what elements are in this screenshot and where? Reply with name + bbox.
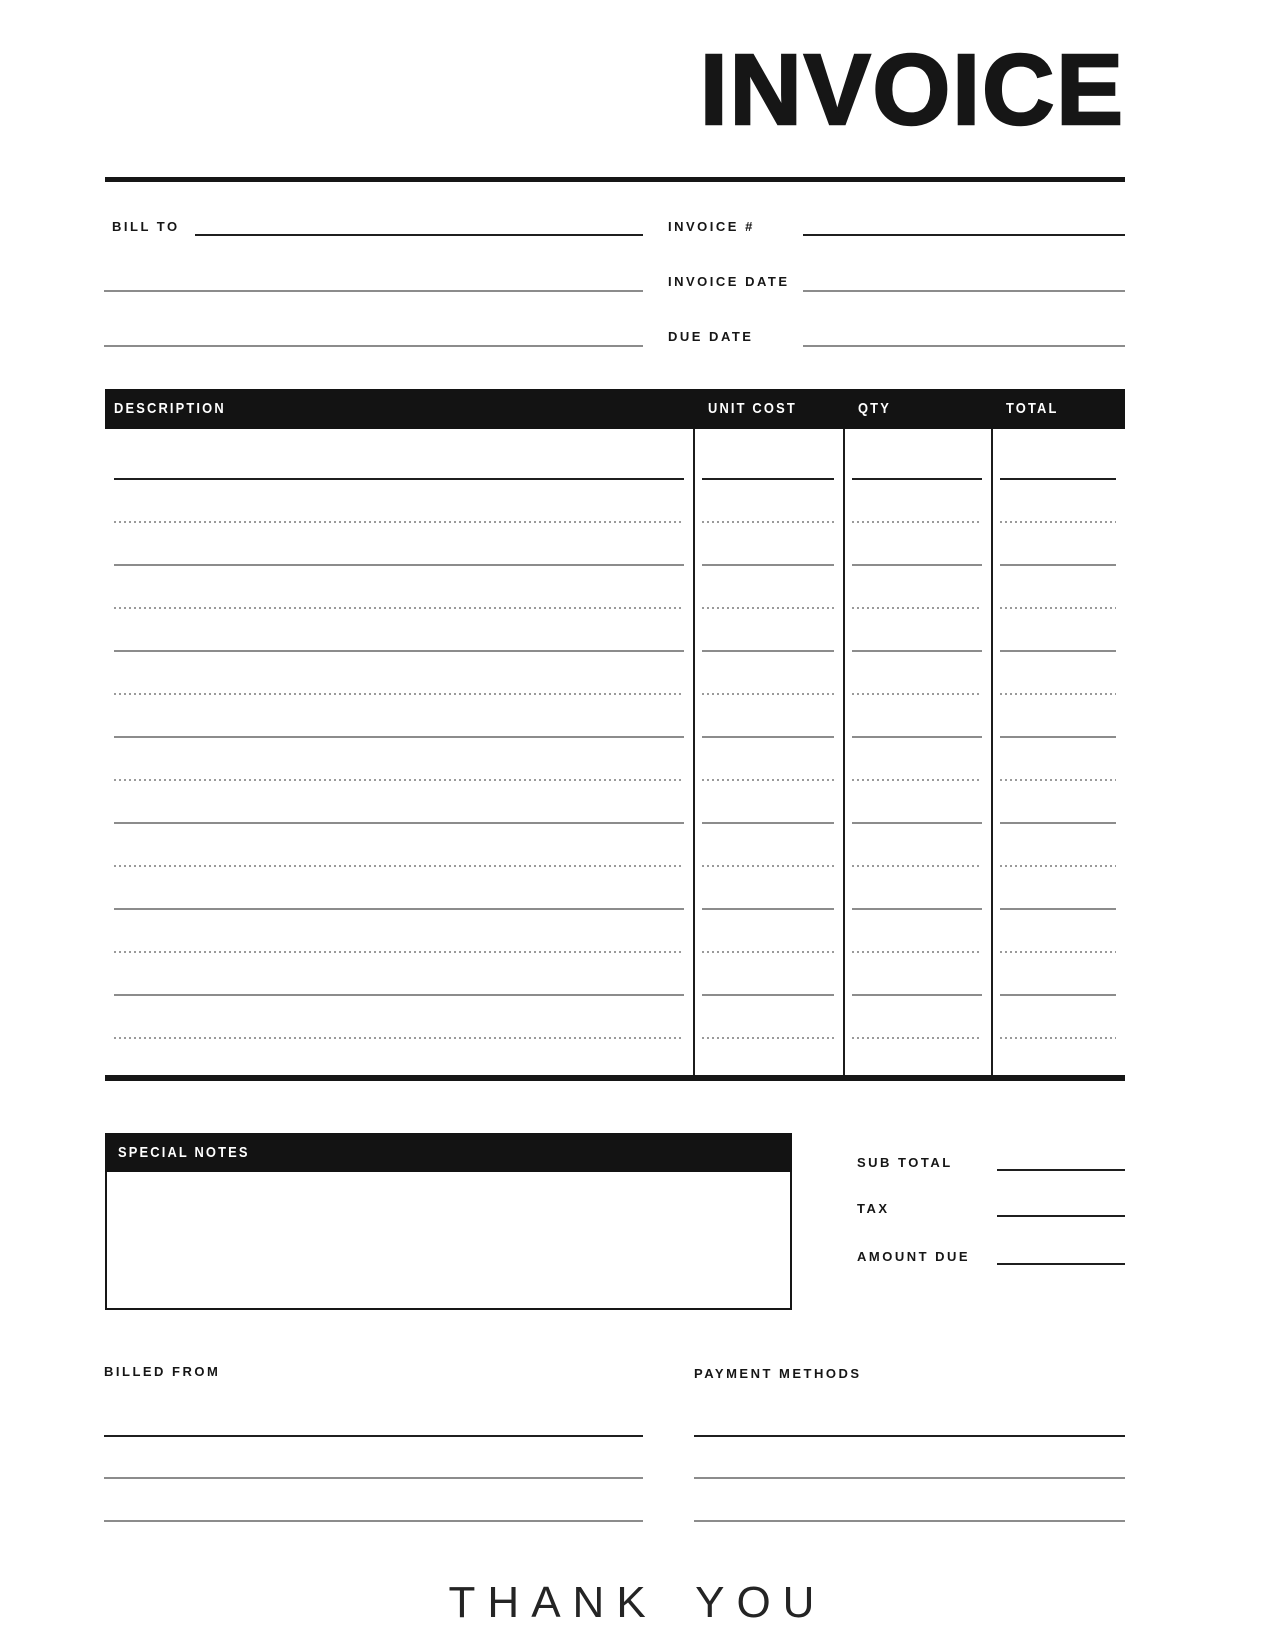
item-cell-rule <box>852 736 982 738</box>
item-cell-rule <box>702 951 834 953</box>
item-cell-rule <box>852 994 982 996</box>
item-cell-rule <box>702 779 834 781</box>
amount-due-line[interactable] <box>997 1263 1125 1265</box>
item-cell-rule <box>852 650 982 652</box>
items-table-header <box>105 389 1125 429</box>
invoice-date-line[interactable] <box>803 290 1125 292</box>
item-cell-rule <box>114 607 684 609</box>
item-cell-rule <box>702 521 834 523</box>
page-title: INVOICE <box>699 34 1125 146</box>
payment-methods-line-1[interactable] <box>694 1435 1125 1437</box>
item-cell-rule <box>1000 478 1116 480</box>
payment-methods-line-3[interactable] <box>694 1520 1125 1522</box>
item-cell-rule <box>852 779 982 781</box>
item-cell-rule <box>114 564 684 566</box>
invoice-date-label: INVOICE DATE <box>668 274 790 289</box>
column-header-description <box>105 400 693 418</box>
item-cell-rule <box>852 865 982 867</box>
item-cell-rule <box>852 607 982 609</box>
column-header-label: DESCRIPTION <box>114 400 226 417</box>
title-divider <box>105 177 1125 182</box>
billed-from-line-2[interactable] <box>104 1477 643 1479</box>
item-cell-rule <box>1000 607 1116 609</box>
payment-methods-line-2[interactable] <box>694 1477 1125 1479</box>
item-cell-rule <box>1000 822 1116 824</box>
item-cell-rule <box>1000 650 1116 652</box>
item-cell-rule <box>114 693 684 695</box>
item-cell-rule <box>852 478 982 480</box>
item-cell-rule <box>1000 994 1116 996</box>
item-cell-rule <box>1000 564 1116 566</box>
item-cell-rule <box>114 865 684 867</box>
item-cell-rule <box>114 908 684 910</box>
special-notes-label: SPECIAL NOTES <box>118 1144 250 1161</box>
item-cell-rule <box>702 865 834 867</box>
item-cell-rule <box>1000 521 1116 523</box>
item-cell-rule <box>114 650 684 652</box>
bill-to-line-3[interactable] <box>104 345 643 347</box>
tax-line[interactable] <box>997 1215 1125 1217</box>
special-notes-section <box>105 1133 792 1310</box>
item-cell-rule <box>702 994 834 996</box>
invoice-number-label: INVOICE # <box>668 219 755 234</box>
item-cell-rule <box>114 779 684 781</box>
item-cell-rule <box>852 693 982 695</box>
billed-from-label: BILLED FROM <box>104 1364 221 1379</box>
item-cell-rule <box>114 994 684 996</box>
item-cell-rule <box>1000 1037 1116 1039</box>
invoice-number-line[interactable] <box>803 234 1125 236</box>
item-cell-rule <box>1000 736 1116 738</box>
item-cell-rule <box>114 736 684 738</box>
column-header-label: QTY <box>858 400 891 417</box>
column-divider-total <box>991 429 993 1075</box>
bill-to-line-1[interactable] <box>195 234 643 236</box>
item-cell-rule <box>852 908 982 910</box>
subtotal-line[interactable] <box>997 1169 1125 1171</box>
tax-label: TAX <box>857 1201 890 1216</box>
due-date-label: DUE DATE <box>668 329 754 344</box>
item-cell-rule <box>702 650 834 652</box>
special-notes-box[interactable] <box>105 1172 792 1310</box>
column-header-qty <box>843 400 991 418</box>
item-cell-rule <box>852 521 982 523</box>
thank-you-text: THANK YOU <box>448 1578 827 1627</box>
item-cell-rule <box>852 1037 982 1039</box>
item-cell-rule <box>114 1037 684 1039</box>
subtotal-label: SUB TOTAL <box>857 1155 953 1170</box>
items-table-body <box>105 429 1125 1081</box>
item-cell-rule <box>1000 693 1116 695</box>
item-cell-rule <box>852 822 982 824</box>
billed-from-line-3[interactable] <box>104 1520 643 1522</box>
due-date-line[interactable] <box>803 345 1125 347</box>
column-divider-unit-cost <box>693 429 695 1075</box>
item-cell-rule <box>702 1037 834 1039</box>
special-notes-header <box>105 1133 792 1172</box>
item-cell-rule <box>1000 951 1116 953</box>
payment-methods-label: PAYMENT METHODS <box>694 1366 862 1381</box>
item-cell-rule <box>852 564 982 566</box>
item-cell-rule <box>114 521 684 523</box>
item-cell-rule <box>702 693 834 695</box>
item-cell-rule <box>702 607 834 609</box>
item-cell-rule <box>114 822 684 824</box>
column-header-unit-cost <box>693 400 843 418</box>
items-table <box>105 389 1125 1081</box>
item-cell-rule <box>1000 908 1116 910</box>
item-cell-rule <box>1000 865 1116 867</box>
column-divider-qty <box>843 429 845 1075</box>
item-cell-rule <box>114 478 684 480</box>
column-header-label: UNIT COST <box>708 400 797 417</box>
item-cell-rule <box>702 736 834 738</box>
item-cell-rule <box>702 908 834 910</box>
item-cell-rule <box>1000 779 1116 781</box>
item-cell-rule <box>114 951 684 953</box>
billed-from-line-1[interactable] <box>104 1435 643 1437</box>
column-header-total <box>991 400 1125 418</box>
bill-to-line-2[interactable] <box>104 290 643 292</box>
amount-due-label: AMOUNT DUE <box>857 1249 971 1264</box>
item-cell-rule <box>702 822 834 824</box>
item-cell-rule <box>702 564 834 566</box>
column-header-label: TOTAL <box>1006 400 1059 417</box>
item-cell-rule <box>702 478 834 480</box>
bill-to-label: BILL TO <box>112 219 180 234</box>
item-cell-rule <box>852 951 982 953</box>
